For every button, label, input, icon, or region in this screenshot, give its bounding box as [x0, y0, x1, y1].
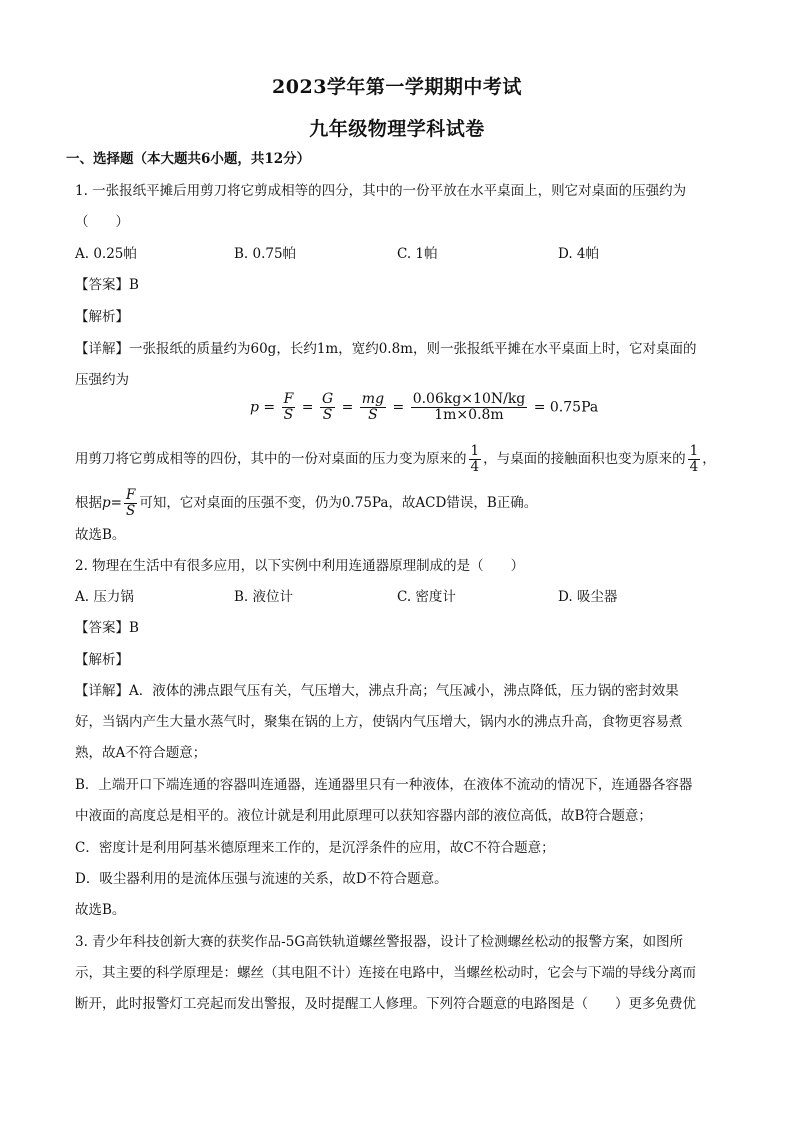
q1-detail-line1: 【详解】一张报纸的质量约为60g，长约1m，宽约0.8m，则一张报纸平摊在水平桌面上时，它对桌面的	[75, 341, 697, 357]
q2-detail-line3: 熟，故A不符合题意；	[75, 745, 207, 761]
q2-option-d: D. 吸尘器	[558, 589, 618, 605]
q1-detail-line3: 用剪刀将它剪成相等的四份，其中的一份对桌面的压力变为原来的 $\frac{1}{4}$ ，与桌面的接触面积也变为原来的 $\frac{1}{4}$ ，	[75, 443, 716, 475]
q1-option-a: A. 0.25帕	[75, 246, 137, 262]
q3-stem-line2: 示，其主要的科学原理是：螺丝（其电阻不计）连接在电路中，当螺丝松动时，它会与下端的导线分离而	[75, 965, 696, 981]
q1-answer: 【答案】B	[75, 277, 139, 293]
q1-analysis-label: 【解析】	[75, 309, 129, 325]
q3-stem-line1: 3. 青少年科技创新大赛的获奖作品-5G高铁轨道螺丝警报器，设计了检测螺丝松动的报警方案，如图所	[75, 934, 684, 950]
q2-option-c: C. 密度计	[397, 589, 456, 605]
q2-answer: 【答案】B	[75, 620, 139, 636]
section-heading: 一、选择题（本大题共6小题，共12分）	[66, 151, 311, 167]
exam-title: 2023学年第一学期期中考试	[272, 76, 522, 98]
q2-stem: 2. 物理在生活中有很多应用，以下实例中利用连通器原理制成的是（ ）	[75, 558, 525, 574]
q2-detail-line5: 中液面的高度总是相平的。液位计就是利用此原理可以获知容器内部的液位高低，故B符合题意；	[75, 808, 652, 824]
q1-stem-line1: 1. 一张报纸平摊后用剪刀将它剪成相等的四分，其中的一份平放在水平桌面上，则它对桌面的压强约为	[75, 183, 687, 199]
q2-detail-line2: 好，当锅内产生大量水蒸气时，聚集在锅的上方，使锅内气压增大，锅内水的沸点升高，食物更容易煮	[75, 714, 683, 730]
q1-option-b: B. 0.75帕	[234, 246, 297, 262]
exam-subtitle: 九年级物理学科试卷	[309, 118, 485, 140]
q1-option-d: D. 4帕	[558, 246, 600, 262]
q1-stem-line2: （ ）	[75, 214, 129, 230]
q1-conclusion: 故选B。	[75, 527, 126, 543]
q2-detail-line1: 【详解】A．液体的沸点跟气压有关，气压增大，沸点升高；气压减小，沸点降低，压力锅的密封效果	[75, 683, 679, 699]
q2-option-a: A. 压力锅	[75, 589, 134, 605]
q3-stem-line3: 断开，此时报警灯工亮起而发出警报，及时提醒工人修理。下列符合题意的电路图是（ ）更多免费优	[75, 996, 696, 1012]
q2-detail-line6: C．密度计是利用阿基米德原理来工作的，是沉浮条件的应用，故C不符合题意；	[75, 840, 555, 856]
q1-pressure-formula: p = $\frac{F}{S}$ = $\frac{G}{S}$ = $\frac{mg}{S}$ = $\frac{0.06kg\times 10N/kg}{1m\times 0.8m}$ = 0.75Pa	[250, 391, 599, 423]
q1-option-c: C. 1帕	[397, 246, 438, 262]
q2-option-b: B. 液位计	[234, 589, 294, 605]
q1-detail-line4: 根据p= $\frac{F}{S}$ 可知，它对桌面的压强不变，仍为0.75Pa，故ACD错误，B正确。	[75, 487, 538, 519]
q2-detail-line7: D．吸尘器利用的是流体压强与流速的关系，故D不符合题意。	[75, 871, 448, 887]
q1-detail-line2: 压强约为	[75, 372, 129, 388]
q2-conclusion: 故选B。	[75, 902, 126, 918]
q2-analysis-label: 【解析】	[75, 652, 129, 668]
q2-detail-line4: B．上端开口下端连通的容器叫连通器，连通器里只有一种液体，在液体不流动的情况下，连通器各容器	[75, 777, 693, 793]
